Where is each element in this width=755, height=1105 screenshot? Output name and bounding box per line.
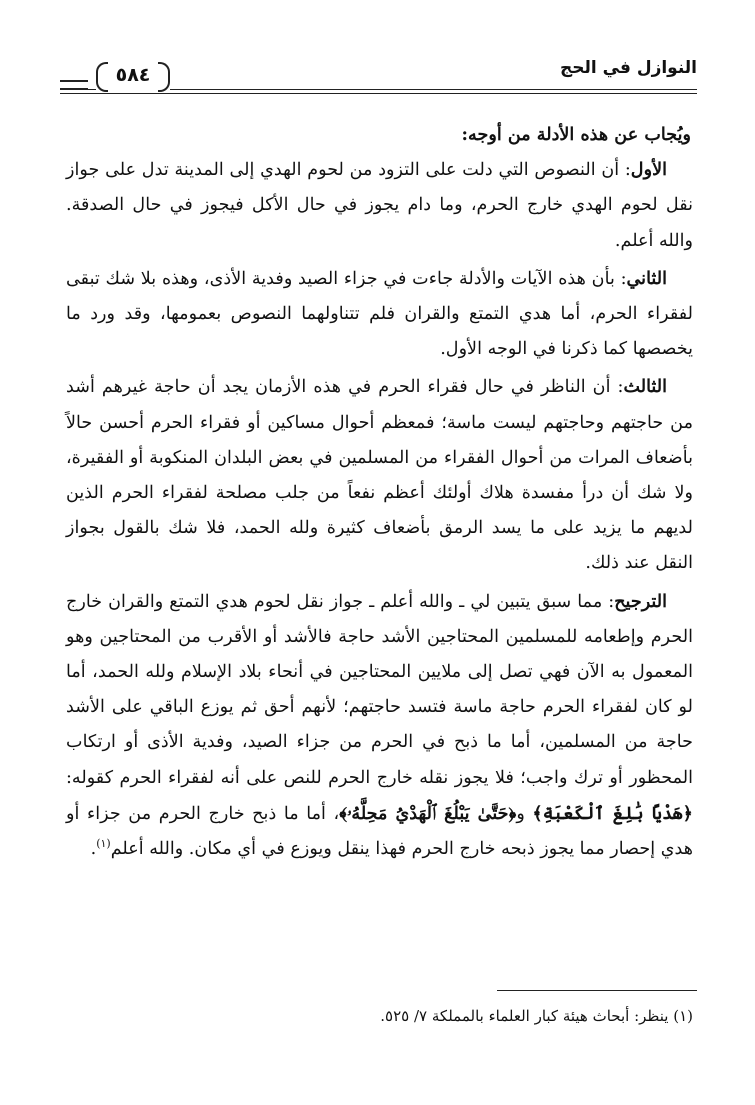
tarjih-label: الترجيح [614,590,667,612]
conjunction: و [516,803,533,824]
tarjih-text-part1: : مما سبق يتبين لي ـ والله أعلم ـ جواز نقل لحوم هدي التمتع والقران خارج الحرم وإطعامه للمسلمين المحتاجين الأشد حاجة فالأشد أو الأقرب من المحتاجين وهو المعمول به الآن فهي تصل إلى ملايين المحتاجين في أنحاء بلاد الإسلام ولله الحمد، أما لو كان لفقراء الحرم حاجة ماسة فتسد حاجتهم؛ لأنهم أحق ثم يوزع الباقي على الأشد حاجة من المسلمين، أما ما ذبح في الحرم من جزاء الصيد، وفدية الأذى أو ارتكاب المحظور أو ترك واجب؛ فلا يجوز نقله خارج الحرم للنص على أنه لفقراء الحرم كقوله: [66,591,693,788]
intro-heading: ويُجاب عن هذه الأدلة من أوجه: [461,124,691,145]
header-ornament-dash [60,80,88,90]
third-label: الثالث [623,376,667,398]
footnote-reference[interactable]: (١) [96,837,111,851]
second-text: : بأن هذه الآيات والأدلة جاءت في جزاء الصيد وفدية الأذى، وهذه بلا شك تبقى لفقراء الحرم، أما هدي التمتع والقران فلم تتناولهما النصوص بعمومها، وقد ورد ما يخصصها كما ذكرنا في الوجه الأول. [66,268,693,360]
second-label: الثاني [626,267,667,289]
page-number: ٥٨٤ [115,64,151,86]
running-title: النوازل في الحج [552,58,697,78]
quran-quote-1: ﴿هَدْيًا بَٰلِغَ ٱلْكَعْبَةِ﴾ [532,802,693,824]
first-label: الأول [630,159,667,181]
first-text: : أن النصوص التي دلت على التزود من لحوم الهدي إلى المدينة تدل على جواز نقل لحوم الهدي خارج الحرم، وما دام يجوز في حال الأكل فيجوز في حال الصدقة. والله أعلم. [66,160,693,251]
quran-quote-2: ﴿حَتَّىٰ يَبْلُغَ ٱلْهَدْيُ مَحِلَّهُۥ﴾ [339,802,517,824]
header-rule-double [60,93,697,94]
paragraph-first [66,152,693,259]
tarjih-text-part2: ، أما ما ذبح خارج الحرم من جزاء أو هدي إحصار مما يجوز ذبحه خارج الحرم فهذا ينقل ويوزع في أي مكان. والله أعلم [66,803,693,860]
paragraph-second [66,261,693,368]
body-text [66,117,693,869]
footnote-text: ينظر: أبحاث هيئة كبار العلماء بالمملكة ٧/ ٥٢٥. [380,1007,669,1025]
footnote-separator [497,990,697,991]
paragraph-third [66,369,693,581]
footnote-marker: (١) [673,1007,693,1025]
footnote [63,1004,693,1028]
page-number-frame [96,62,170,92]
third-text: : أن الناظر في حال فقراء الحرم في هذه الأزمان يجد أن حاجة غيرهم أشد من حاجتهم وحاجتهم ليست ماسة؛ فمعظم أحوال مساكين أو فقراء الحرم أحسن حالاً بأضعاف المرات من أحوال الفقراء من المسلمين في بعض البلدان المنكوبة أو الفقيرة، ولا شك أن درأ مفسدة هلاك أولئك أعظم نفعاً من جلب مصلحة لفقراء الحرم الذين لديهم ما يزيد على ما يسد الرمق بأضعاف كثيرة ولله الحمد، فلا شك بالقول بجواز النقل عند ذلك. [66,377,693,574]
page-header [60,56,697,96]
end-mark: . [90,839,97,860]
paragraph-tarjih [66,584,693,868]
